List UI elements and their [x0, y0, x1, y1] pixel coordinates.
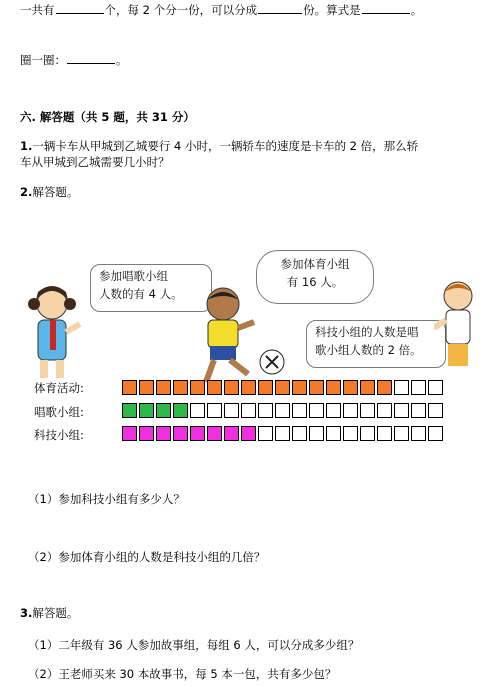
empty-cell: [309, 426, 324, 441]
bar-science: [122, 426, 445, 441]
girl-figure: [20, 282, 95, 382]
empty-cell: [428, 380, 443, 395]
empty-cell: [326, 426, 341, 441]
empty-cell: [360, 426, 375, 441]
empty-cell: [377, 426, 392, 441]
question-3-sub-2: （2）王老师买来 30 本故事书，每 5 本一包，共有多少包？: [28, 667, 337, 681]
bubble-line: 歌小组人数的 2 倍。: [315, 343, 422, 357]
question-number: 2.: [20, 185, 33, 199]
filled-cell: [224, 426, 239, 441]
bar-label-sports: 体育活动:: [34, 381, 84, 395]
answer-blank[interactable]: [67, 52, 115, 64]
filled-cell: [156, 426, 171, 441]
question-2-sub-1: （1）参加科技小组有多少人？: [28, 492, 185, 506]
bar-singing: [122, 403, 445, 418]
empty-cell: [258, 403, 273, 418]
empty-cell: [377, 403, 392, 418]
answer-blank[interactable]: [362, 2, 410, 14]
bar-label-science: 科技小组:: [34, 428, 84, 442]
bar-sports: [122, 380, 445, 395]
filled-cell: [377, 380, 392, 395]
empty-cell: [241, 403, 256, 418]
pointing-boy-figure: [434, 276, 476, 371]
section-title: 六. 解答题（共 5 题，共 31 分）: [20, 110, 195, 124]
circle-label: 圈一圈：: [20, 53, 66, 67]
question-text: 一辆卡车从甲城到乙城要行 4 小时，一辆轿车的速度是卡车的 2 倍，那么轿: [32, 139, 419, 153]
filled-cell: [207, 426, 222, 441]
question-fill-blank: [20, 2, 422, 18]
empty-cell: [309, 403, 324, 418]
filled-cell: [156, 403, 171, 418]
text: 。: [116, 53, 128, 67]
filled-cell: [156, 380, 171, 395]
filled-cell: [292, 380, 307, 395]
filled-cell: [326, 380, 341, 395]
empty-cell: [343, 403, 358, 418]
bubble-line: 科技小组的人数是唱: [315, 325, 419, 339]
filled-cell: [173, 403, 188, 418]
text: 。: [410, 3, 423, 17]
text: 一共有: [20, 3, 55, 17]
filled-cell: [190, 426, 205, 441]
empty-cell: [394, 426, 409, 441]
empty-cell: [275, 426, 290, 441]
filled-cell: [173, 380, 188, 395]
empty-cell: [428, 403, 443, 418]
circle-question: [20, 52, 128, 68]
empty-cell: [343, 426, 358, 441]
filled-cell: [139, 426, 154, 441]
question-number: 3.: [20, 606, 33, 620]
empty-cell: [428, 426, 443, 441]
bubble-line: 参加唱歌小组: [99, 269, 168, 283]
bubble-line: 人数的有 4 人。: [99, 287, 183, 301]
empty-cell: [224, 403, 239, 418]
boy-thought-cloud: [256, 250, 374, 304]
question-text: 解答题。: [32, 606, 79, 620]
question-2-heading: [20, 184, 78, 200]
filled-cell: [190, 380, 205, 395]
filled-cell: [139, 380, 154, 395]
filled-cell: [224, 380, 239, 395]
filled-cell: [258, 380, 273, 395]
filled-cell: [139, 403, 154, 418]
bubble-line: 有 16 人。: [286, 275, 344, 289]
question-1-line-2: 车从甲城到乙城需要几小时？: [20, 155, 170, 169]
empty-cell: [258, 426, 273, 441]
empty-cell: [360, 403, 375, 418]
filled-cell: [241, 380, 256, 395]
empty-cell: [292, 426, 307, 441]
empty-cell: [394, 403, 409, 418]
question-1-line-1: [20, 138, 418, 154]
filled-cell: [360, 380, 375, 395]
empty-cell: [394, 380, 409, 395]
filled-cell: [343, 380, 358, 395]
filled-cell: [241, 426, 256, 441]
text: 份。算式是: [303, 3, 361, 17]
filled-cell: [122, 426, 137, 441]
empty-cell: [190, 403, 205, 418]
bar-label-singing: 唱歌小组:: [34, 405, 84, 419]
filled-cell: [275, 380, 290, 395]
empty-cell: [292, 403, 307, 418]
filled-cell: [309, 380, 324, 395]
question-3-heading: [20, 605, 78, 621]
empty-cell: [326, 403, 341, 418]
empty-cell: [411, 426, 426, 441]
filled-cell: [207, 380, 222, 395]
empty-cell: [207, 403, 222, 418]
question-3-sub-1: （1）二年级有 36 人参加故事组，每组 6 人，可以分成多少组？: [28, 638, 360, 652]
text: 个，每 2 个分一份，可以分成: [104, 3, 258, 17]
bubble-line: 参加体育小组: [280, 257, 350, 271]
empty-cell: [275, 403, 290, 418]
filled-cell: [173, 426, 188, 441]
question-number: 1.: [20, 139, 33, 153]
question-2-sub-2: （2）参加体育小组的人数是科技小组的几倍？: [28, 550, 266, 564]
empty-cell: [411, 403, 426, 418]
filled-cell: [122, 380, 137, 395]
empty-cell: [411, 380, 426, 395]
question-text: 解答题。: [32, 185, 79, 199]
filled-cell: [122, 403, 137, 418]
right-speech-bubble: [306, 320, 446, 368]
answer-blank[interactable]: [56, 2, 104, 14]
answer-blank[interactable]: [258, 2, 302, 14]
